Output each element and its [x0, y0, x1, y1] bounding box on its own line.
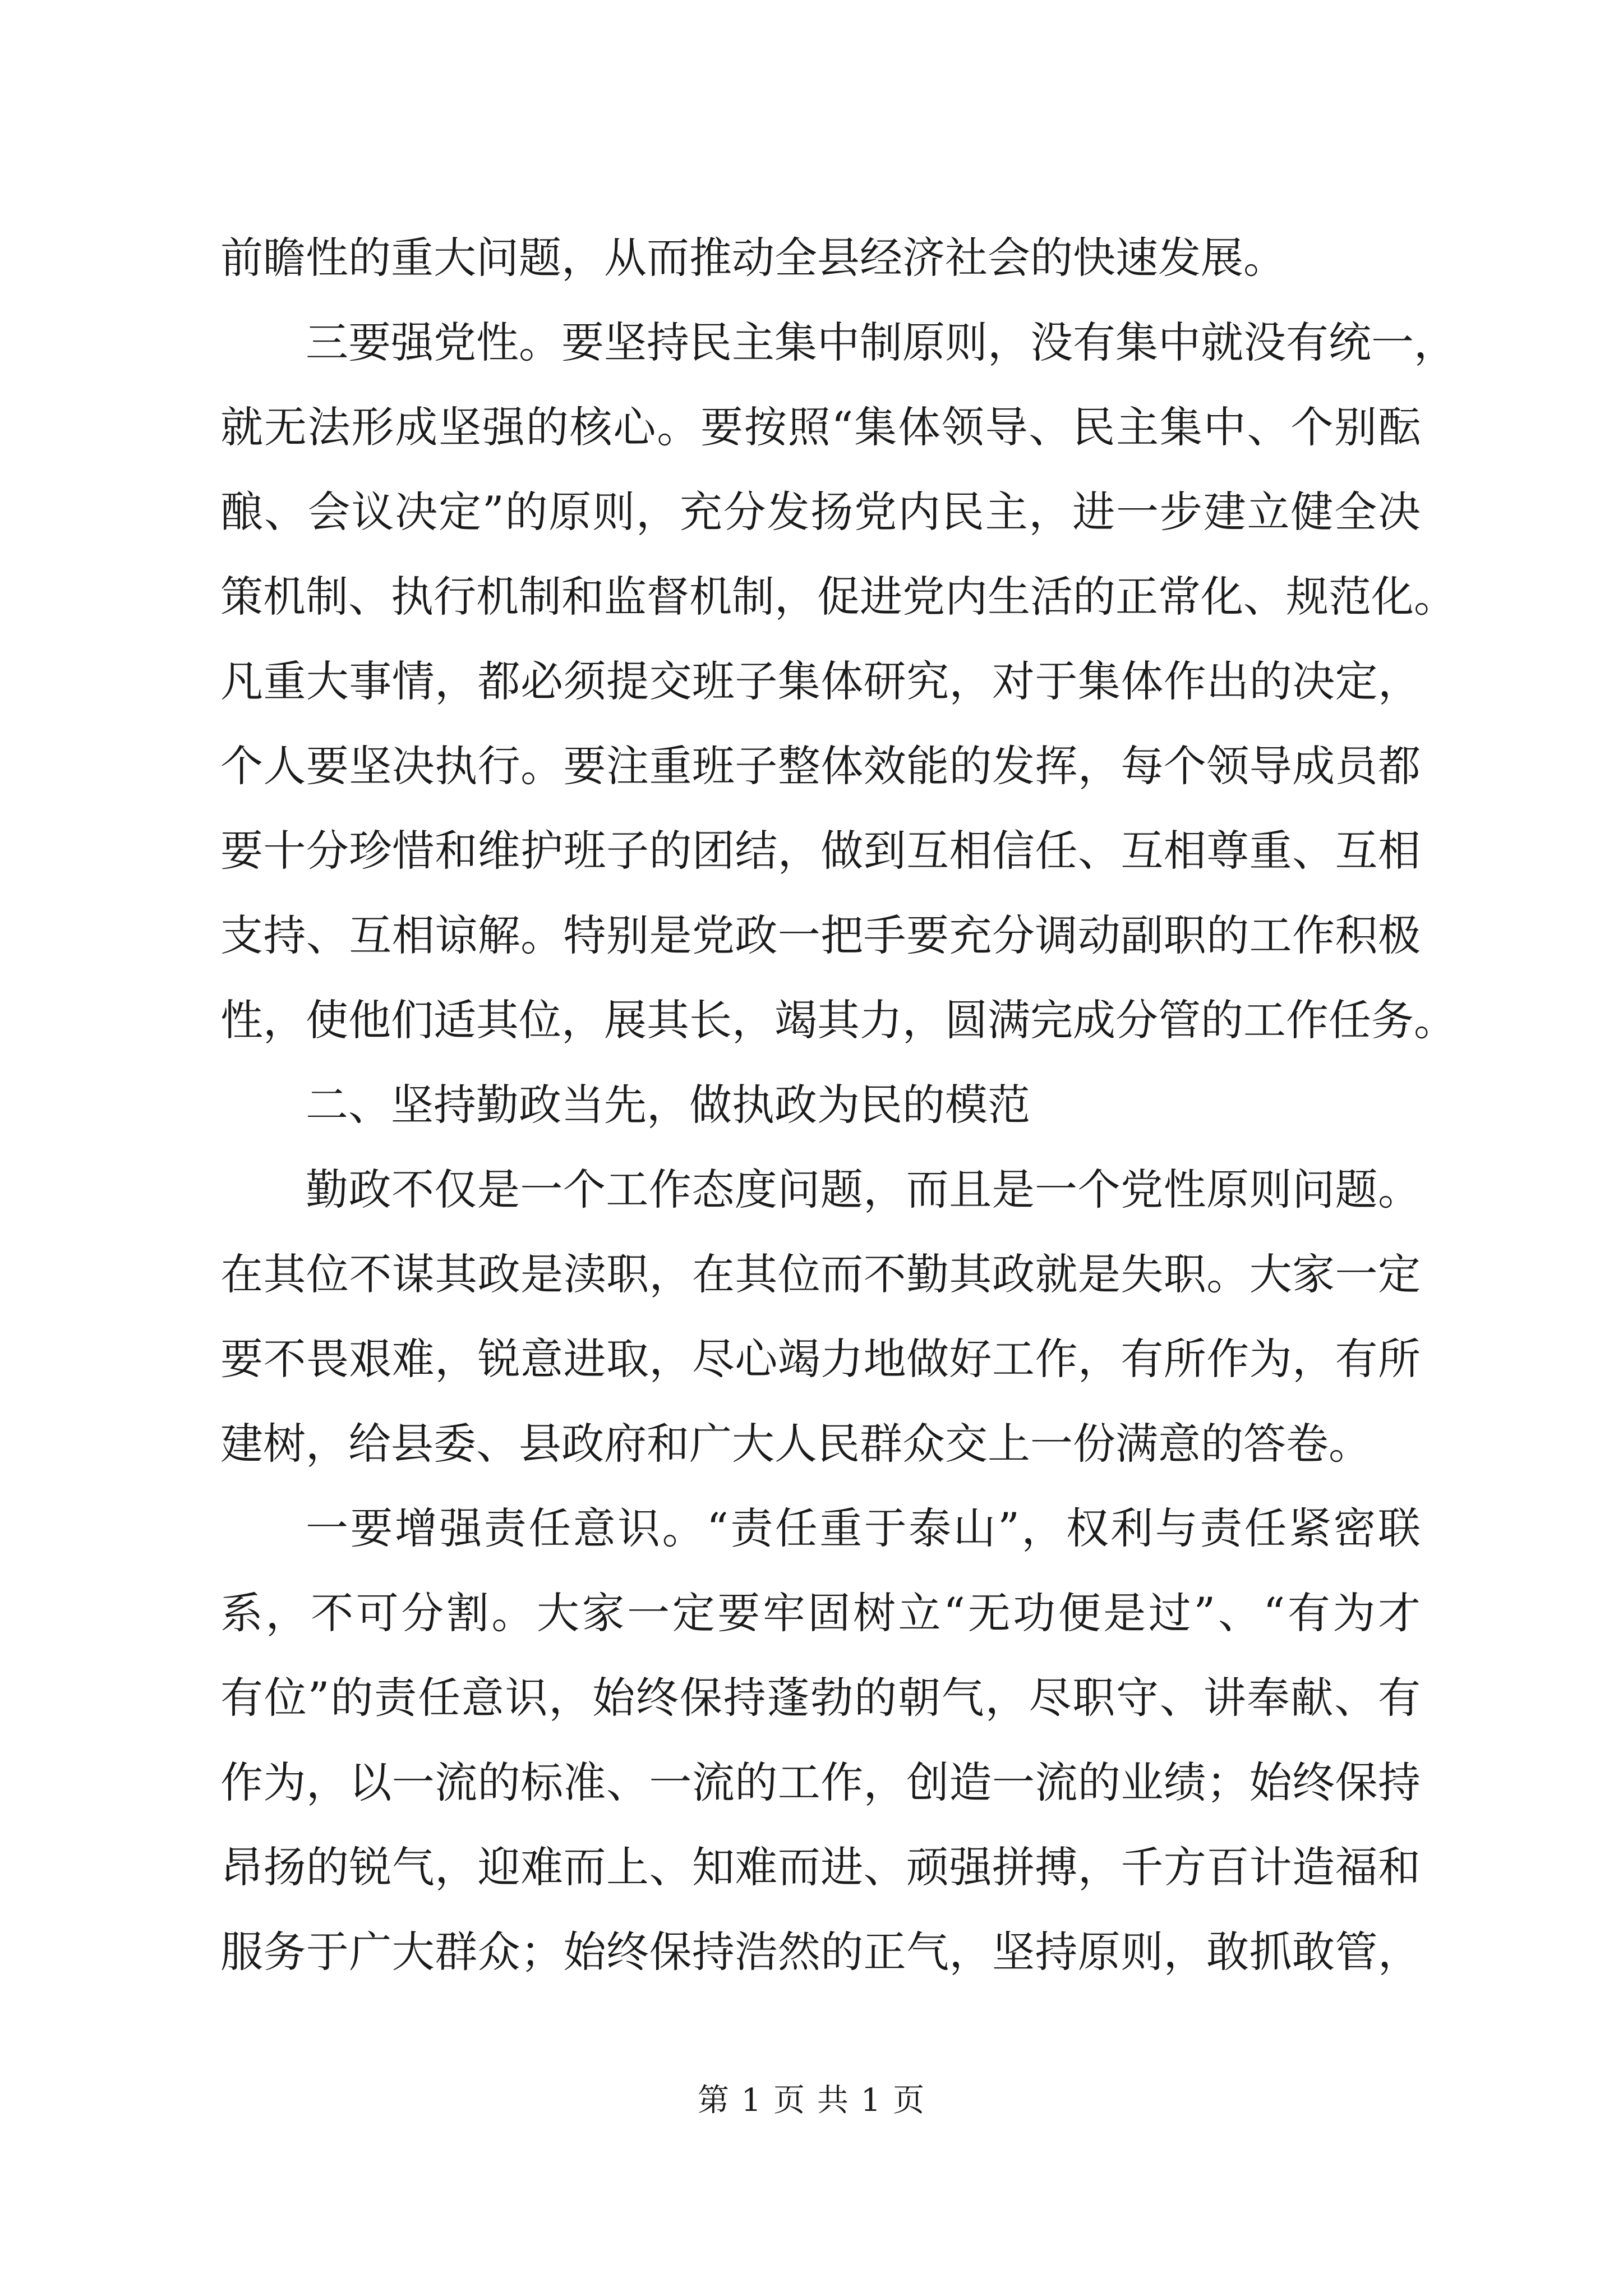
- text-line: 勤政不仅是一个工作态度问题，而且是一个党性原则问题。: [306, 1165, 1421, 1214]
- text-line: 一要增强责任意识。“责任重于泰山”，权利与责任紧密联: [306, 1503, 1421, 1553]
- text-line: 昂扬的锐气，迎难而上、知难而进、顽强拼搏，千方百计造福和: [220, 1842, 1421, 1892]
- text-line: 就无法形成坚强的核心。要按照“集体领导、民主集中、个别酝: [220, 402, 1421, 452]
- section-heading: 二、坚持勤政当先，做执政为民的模范: [306, 1080, 1030, 1130]
- text-line: 个人要坚决执行。要注重班子整体效能的发挥，每个领导成员都: [220, 741, 1421, 791]
- text-line: 有位”的责任意识，始终保持蓬勃的朝气，尽职守、讲奉献、有: [220, 1673, 1421, 1723]
- text-line: 系，不可分割。大家一定要牢固树立“无功便是过”、“有为才: [220, 1588, 1421, 1638]
- text-line: 在其位不谋其政是渎职，在其位而不勤其政就是失职。大家一定: [220, 1249, 1421, 1299]
- text-line: 建树，给县委、县政府和广大人民群众交上一份满意的答卷。: [220, 1419, 1371, 1469]
- text-line: 酿、会议决定”的原则，充分发扬党内民主，进一步建立健全决: [220, 487, 1421, 537]
- text-line: 要不畏艰难，锐意进取，尽心竭力地做好工作，有所作为，有所: [220, 1334, 1421, 1384]
- text-line: 性，使他们适其位，展其长，竭其力，圆满完成分管的工作任务。: [220, 995, 1456, 1045]
- text-line: 策机制、执行机制和监督机制，促进党内生活的正常化、规范化。: [220, 572, 1456, 622]
- text-line: 作为，以一流的标准、一流的工作，创造一流的业绩；始终保持: [220, 1757, 1421, 1807]
- text-line: 凡重大事情，都必须提交班子集体研究，对于集体作出的决定，: [220, 656, 1421, 706]
- text-line: 前瞻性的重大问题，从而推动全县经济社会的快速发展。: [220, 233, 1286, 283]
- document-body: [220, 215, 1456, 1994]
- text-line: 三要强党性。要坚持民主集中制原则，没有集中就没有统一，: [306, 318, 1456, 367]
- text-line: 服务于广大群众；始终保持浩然的正气，坚持原则，敢抓敢管，: [220, 1927, 1421, 1977]
- text-line: 要十分珍惜和维护班子的团结，做到互相信任、互相尊重、互相: [220, 826, 1421, 876]
- text-line: 支持、互相谅解。特别是党政一把手要充分调动副职的工作积极: [220, 910, 1421, 960]
- page-footer: 第 1 页 共 1 页: [697, 2082, 926, 2119]
